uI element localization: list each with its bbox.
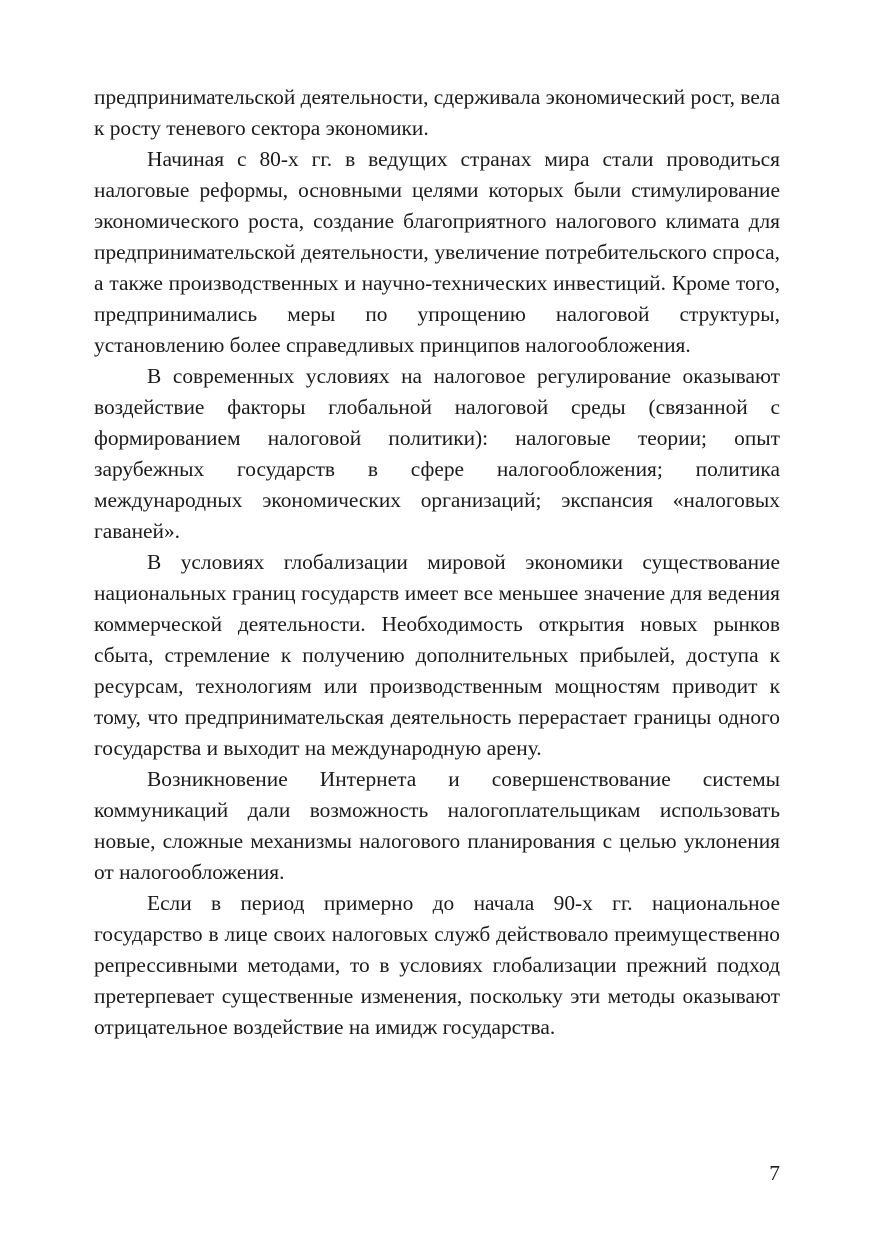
paragraph-globalization: В условиях глобализации мировой экономики существование национальных границ государств имеет все меньшее значение для ведения коммерческой деятельности. Необходимость открытия новых рынков сбыта, стремление к получению дополнительных прибылей, доступа к ресурсам, технологиям или производственным мощностям приводит к тому, что предпринимательская деятельность перерастает границы одного государства и выходит на международную арену. — [94, 550, 780, 760]
paragraph-continued: предпринимательской деятельности, сдерживала экономический рост, вела к росту теневого сектора экономики. — [94, 85, 780, 140]
paragraph-national-state: Если в период примерно до начала 90-х гг. национальное государство в лице своих налоговых служб действовало преимущественно репрессивными методами, то в условиях глобализации прежний подход претерпевает существенные изменения, поскольку эти методы оказывают отрицательное воздействие на имидж государства. — [94, 891, 780, 1039]
page-number: 7 — [769, 1161, 780, 1185]
paragraph-internet: Возникновение Интернета и совершенствование системы коммуникаций дали возможность налогоплательщикам использовать новые, сложные механизмы налогового планирования с целью уклонения от налогообложения. — [94, 767, 780, 884]
paragraph-global-tax-environment: В современных условиях на налоговое регулирование оказывают воздействие факторы глобальной налоговой среды (связанной с формированием налоговой политики): налоговые теории; опыт зарубежных государств в сфере налогообложения; политика международных экономических организаций; экспансия «налоговых гаваней». — [94, 364, 780, 543]
paragraph-tax-reforms: Начиная с 80-х гг. в ведущих странах мира стали проводиться налоговые реформы, основными целями которых были стимулирование экономического роста, создание благоприятного налогового климата для предпринимательской деятельности, увеличение потребительского спроса, а также производственных и научно-технических инвестиций. Кроме того, предпринимались меры по упрощению налоговой структуры, установлению более справедливых принципов налогообложения. — [94, 147, 780, 357]
page-body — [94, 82, 780, 1043]
